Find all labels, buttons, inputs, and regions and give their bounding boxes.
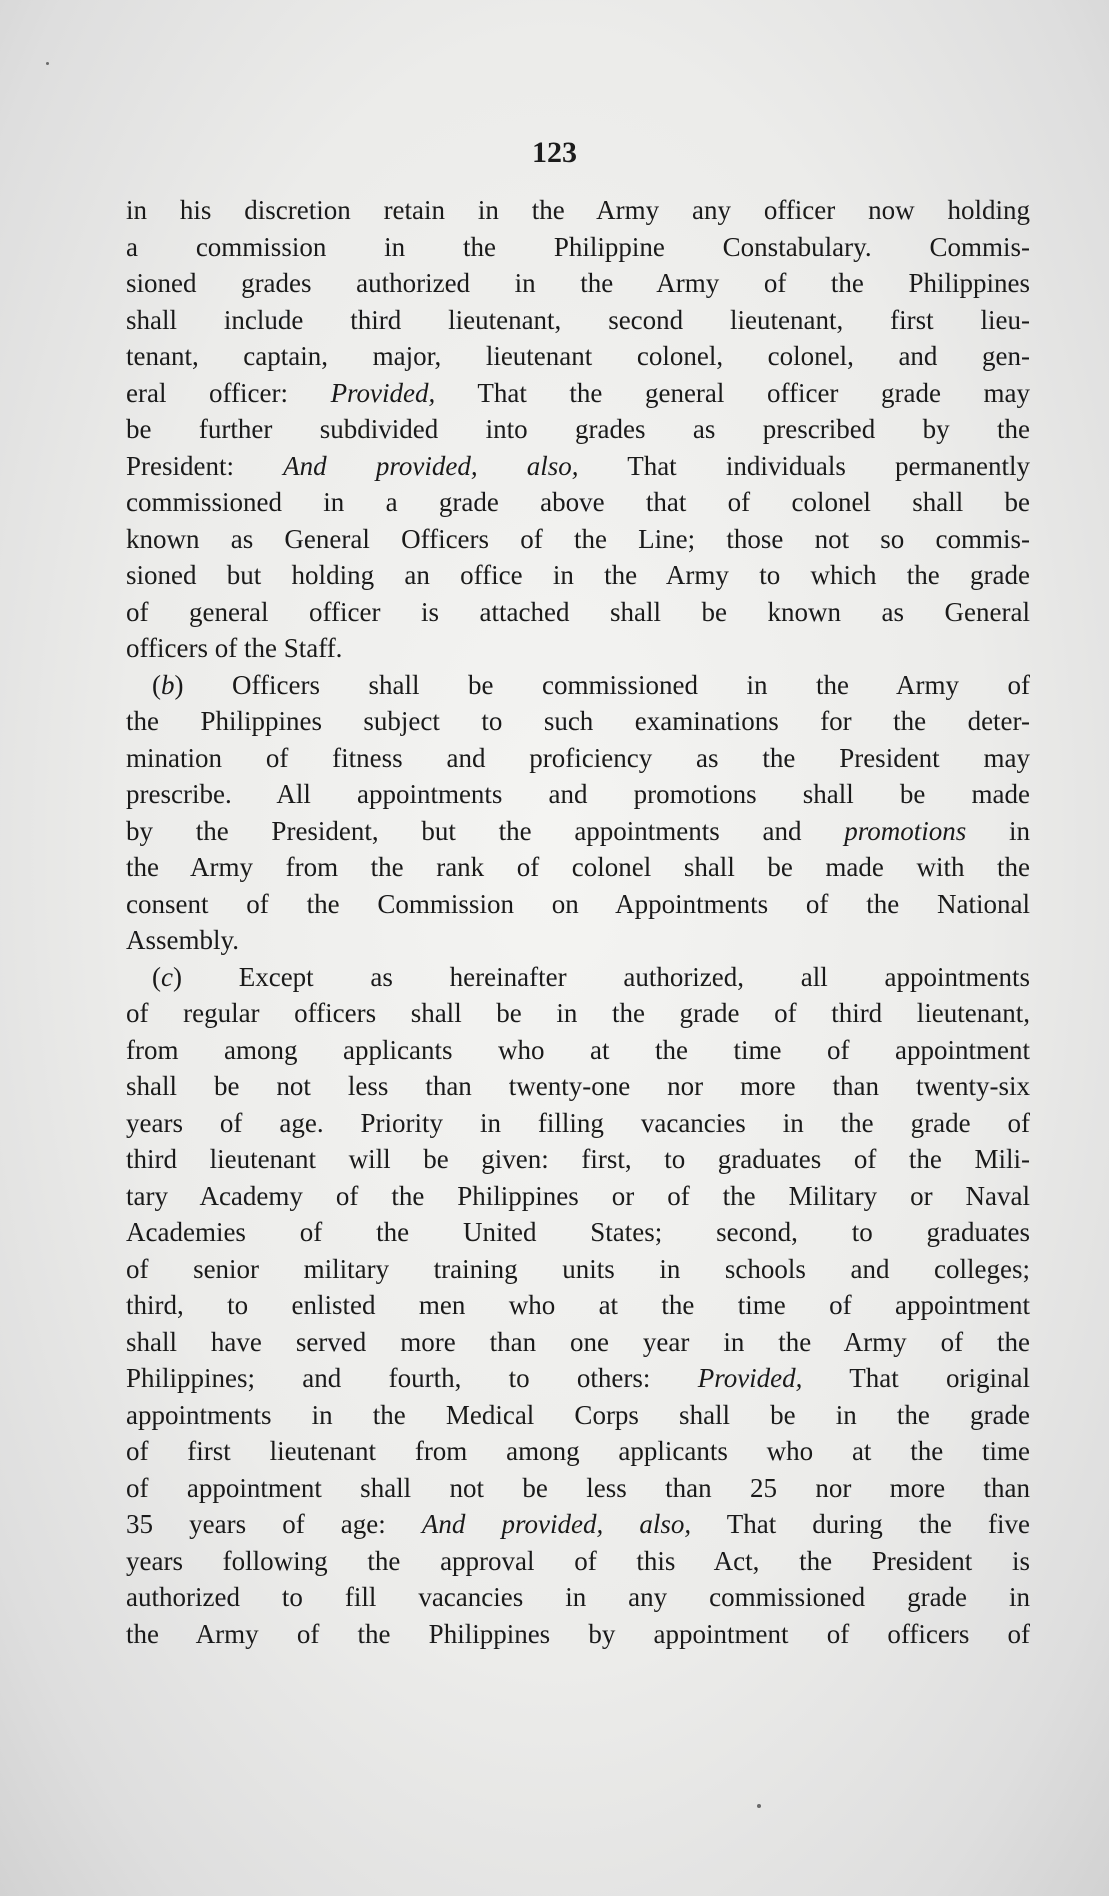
print-speck: [46, 62, 49, 65]
text-line: [126, 192, 1030, 229]
text-segment: eral officer:: [126, 377, 331, 408]
text-segment: (: [152, 961, 161, 992]
text-line: [126, 1579, 1030, 1616]
text-segment: That original: [802, 1363, 1030, 1393]
text-line: [126, 1251, 1030, 1288]
text-segment: consent of the Commission on Appointments of the National: [126, 888, 1030, 919]
text-segment: And provided, also,: [421, 1509, 692, 1539]
text-segment: sioned grades authorized in the Army of the Philippines: [126, 268, 1030, 298]
text-segment: years following the approval of this Act, the President is: [126, 1545, 1030, 1576]
text-segment: third, to enlisted men who at the time of appointment: [126, 1290, 1030, 1320]
text-segment: (: [152, 669, 161, 700]
text-segment: appointments in the Medical Corps shall be in the grade: [126, 1399, 1030, 1430]
text-segment: President:: [126, 450, 284, 481]
text-segment: That during the five: [691, 1509, 1030, 1539]
text-segment: of general officer is attached shall be known as General: [126, 596, 1030, 627]
text-segment: shall include third lieutenant, second lieutenant, first lieu-: [126, 304, 1030, 335]
text-line: [126, 484, 1030, 521]
text-segment: That the general officer grade may: [435, 377, 1030, 408]
text-segment: prescribe. All appointments and promotions shall be made: [126, 779, 1030, 809]
text-segment: by the President, but the appointments and: [126, 815, 845, 846]
text-segment: shall be not less than twenty-one nor more than twenty-six: [126, 1071, 1030, 1101]
text-line: [126, 1616, 1030, 1653]
text-line: [126, 229, 1030, 266]
text-segment: of regular officers shall be in the grade of third lieutenant,: [126, 998, 1030, 1028]
text-line: [126, 1287, 1030, 1324]
text-line: [126, 667, 1030, 704]
text-segment: tary Academy of the Philippines or of the Military or Naval: [126, 1180, 1030, 1211]
text-segment: officers of the Staff.: [126, 633, 343, 663]
text-line: [126, 740, 1030, 777]
text-segment: shall have served more than one year in the Army of the: [126, 1326, 1030, 1357]
text-segment: Philippines; and fourth, to others:: [126, 1363, 698, 1393]
text-segment: of appointment shall not be less than 25 nor more than: [126, 1472, 1030, 1503]
text-line: [126, 849, 1030, 886]
page-number: 123: [532, 136, 577, 169]
text-segment: That individuals permanently: [578, 450, 1030, 481]
text-segment: the Philippines subject to such examinations for the deter-: [126, 706, 1030, 736]
text-line: [126, 776, 1030, 813]
text-segment: a commission in the Philippine Constabulary. Commis-: [126, 231, 1030, 262]
text-line: [126, 302, 1030, 339]
text-line: [126, 1105, 1030, 1142]
text-segment: ) Officers shall be commissioned in the Army of: [174, 669, 1030, 700]
text-line: [126, 448, 1030, 485]
text-segment: promotions: [844, 815, 967, 846]
text-segment: mination of fitness and proficiency as the President may: [126, 742, 1030, 773]
text-line: [126, 1324, 1030, 1361]
text-segment: authorized to fill vacancies in any commissioned grade in: [126, 1582, 1030, 1612]
text-segment: in his discretion retain in the Army any officer now holding: [126, 195, 1030, 225]
text-segment: Provided,: [697, 1363, 803, 1393]
text-line: [126, 338, 1030, 375]
text-segment: b: [161, 669, 175, 700]
text-segment: known as General Officers of the Line; those not so commis-: [126, 523, 1030, 554]
text-segment: in: [966, 815, 1030, 846]
text-line: [126, 1543, 1030, 1580]
text-line: [126, 1178, 1030, 1215]
text-segment: the Army of the Philippines by appointment of officers of: [126, 1618, 1030, 1649]
text-segment: Provided,: [330, 377, 436, 408]
text-line: [126, 630, 1030, 667]
text-segment: Assembly.: [126, 925, 239, 955]
text-line: [126, 1032, 1030, 1069]
text-line: [126, 1068, 1030, 1105]
body-text: [126, 192, 1030, 1652]
text-line: [126, 1141, 1030, 1178]
text-segment: third lieutenant will be given: first, to graduates of the Mili-: [126, 1144, 1030, 1174]
text-segment: sioned but holding an office in the Army to which the grade: [126, 560, 1030, 590]
text-segment: of first lieutenant from among applicants who at the time: [126, 1436, 1030, 1466]
text-segment: of senior military training units in schools and colleges;: [126, 1253, 1030, 1284]
text-line: [126, 557, 1030, 594]
text-segment: from among applicants who at the time of appointment: [126, 1034, 1030, 1065]
text-line: [126, 1397, 1030, 1434]
text-segment: Academies of the United States; second, to graduates: [126, 1217, 1030, 1247]
text-line: [126, 1506, 1030, 1543]
text-line: [126, 886, 1030, 923]
text-segment: tenant, captain, major, lieutenant colonel, colonel, and gen-: [126, 341, 1030, 371]
text-line: [126, 1470, 1030, 1507]
text-line: [126, 411, 1030, 448]
text-segment: c: [161, 961, 173, 992]
text-line: [126, 1214, 1030, 1251]
text-segment: 35 years of age:: [126, 1509, 422, 1539]
text-line: [126, 959, 1030, 996]
text-segment: commissioned in a grade above that of colonel shall be: [126, 487, 1030, 517]
text-line: [126, 703, 1030, 740]
text-line: [126, 1360, 1030, 1397]
text-line: [126, 594, 1030, 631]
text-segment: ) Except as hereinafter authorized, all appointments: [172, 961, 1030, 992]
text-segment: be further subdivided into grades as prescribed by the: [126, 414, 1030, 444]
text-line: [126, 922, 1030, 959]
text-line: [126, 521, 1030, 558]
text-line: [126, 265, 1030, 302]
text-line: [126, 995, 1030, 1032]
text-line: [126, 375, 1030, 412]
text-segment: years of age. Priority in filling vacancies in the grade of: [126, 1107, 1030, 1138]
text-line: [126, 813, 1030, 850]
text-segment: And provided, also,: [283, 450, 579, 481]
text-line: [126, 1433, 1030, 1470]
print-speck: [757, 1804, 761, 1808]
text-segment: the Army from the rank of colonel shall be made with the: [126, 852, 1030, 882]
